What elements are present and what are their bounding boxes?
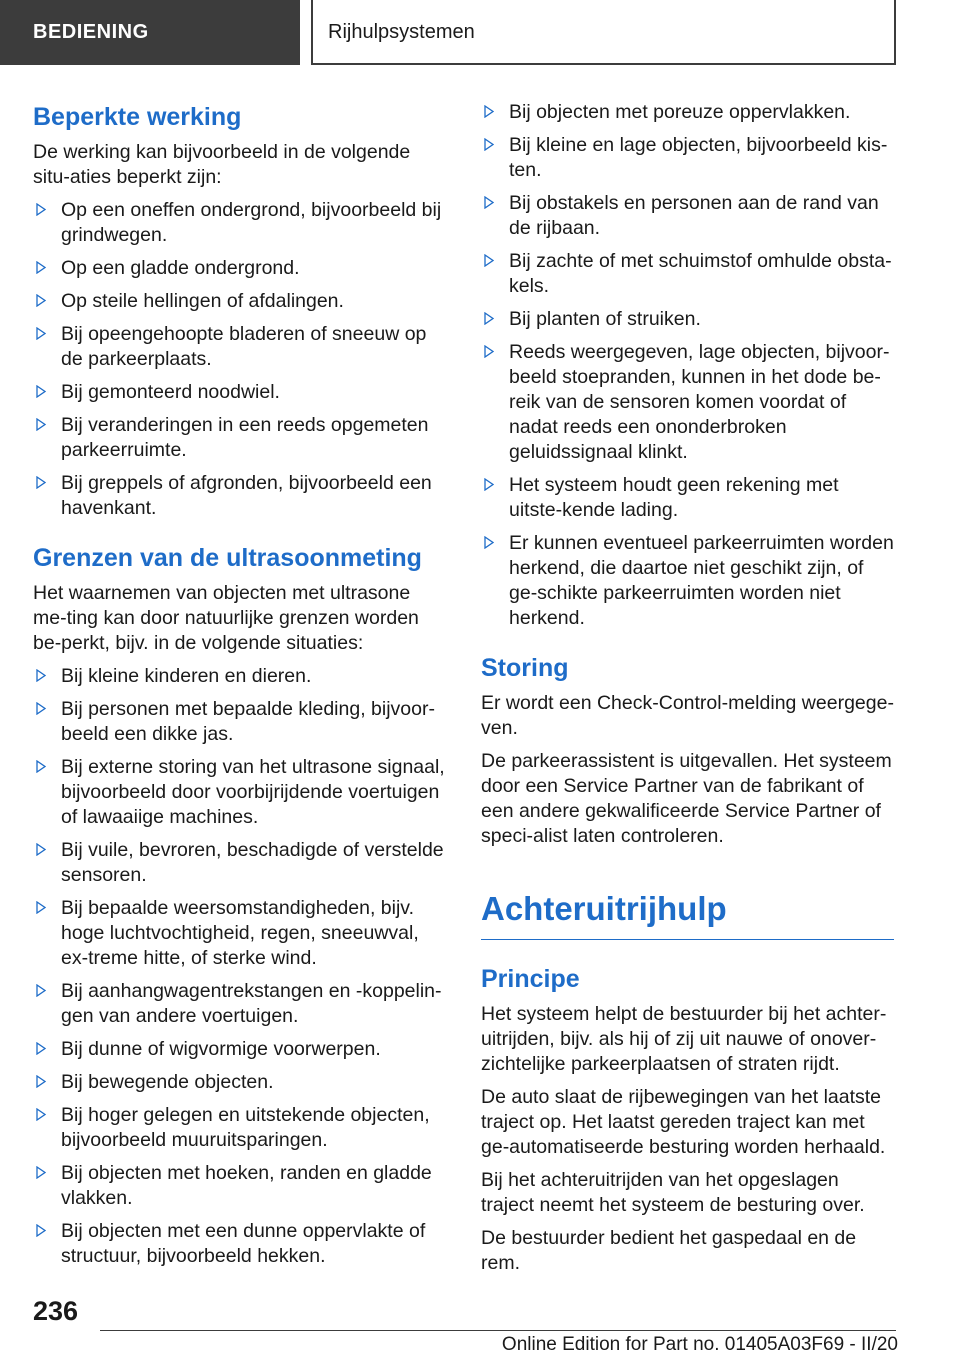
list-item-text: Bij opeengehoopte bladeren of sneeuw op de parkeerplaats.: [61, 323, 427, 370]
triangle-bullet-icon: [36, 385, 46, 398]
list-item-text: Op een gladde ondergrond.: [61, 257, 300, 279]
triangle-bullet-icon: [36, 261, 46, 274]
list-item-text: Er kunnen eventueel parkeerruimten worden herkend, die daartoe niet geschikt zijn, of ge-schikte parkeerruimten worden niet herkend.: [509, 532, 894, 629]
list-item: [481, 307, 894, 332]
list-item-text: Bij objecten met hoeken, randen en gladde vlakken.: [61, 1162, 432, 1209]
storing-paragraph-1: Er wordt een Check-Control-melding weergege-ven.: [481, 692, 894, 739]
footer-divider: [100, 1330, 896, 1331]
triangle-bullet-icon: [36, 669, 46, 682]
triangle-bullet-icon: [36, 418, 46, 431]
list-item-text: Op steile hellingen of afdalingen.: [61, 290, 344, 312]
list-item: [481, 531, 894, 631]
triangle-bullet-icon: [36, 476, 46, 489]
list-item: [33, 896, 446, 971]
list-item: [481, 473, 894, 523]
left-column: [33, 100, 446, 1277]
edition-note: Online Edition for Part no. 01405A03F69 - II/20: [501, 1334, 898, 1355]
list-item: [33, 838, 446, 888]
triangle-bullet-icon: [36, 760, 46, 773]
list-item-text: Bij planten of struiken.: [509, 308, 701, 330]
list-beperkte-werking: [33, 198, 446, 521]
list-item-text: Het systeem houdt geen rekening met uitste-kende lading.: [509, 474, 839, 521]
list-item: [33, 979, 446, 1029]
triangle-bullet-icon: [484, 196, 494, 209]
triangle-bullet-icon: [484, 105, 494, 118]
list-item: [33, 289, 446, 314]
triangle-bullet-icon: [484, 254, 494, 267]
triangle-bullet-icon: [36, 702, 46, 715]
list-item: [33, 1070, 446, 1095]
list-item: [33, 256, 446, 281]
right-column: [481, 100, 894, 1284]
list-item: [33, 755, 446, 830]
list-item-text: Bij veranderingen in een reeds opgemeten parkeerruimte.: [61, 414, 429, 461]
list-item-text: Bij kleine kinderen en dieren.: [61, 665, 312, 687]
triangle-bullet-icon: [36, 843, 46, 856]
list-grenzen-ultrasoonmeting: [33, 664, 446, 1269]
triangle-bullet-icon: [484, 312, 494, 325]
page-number: 236: [33, 1296, 79, 1326]
triangle-bullet-icon: [36, 203, 46, 216]
list-item-text: Bij aanhangwagentrekstangen en -koppelin-gen van andere voertuigen.: [61, 980, 442, 1027]
heading-achteruitrijhulp: Achteruitrijhulp: [481, 887, 894, 940]
list-item-text: Bij kleine en lage objecten, bijvoorbeeld kis-ten.: [509, 134, 888, 181]
list-item-text: Bij bewegende objecten.: [61, 1071, 274, 1093]
list-item: [33, 1103, 446, 1153]
triangle-bullet-icon: [36, 294, 46, 307]
triangle-bullet-icon: [36, 984, 46, 997]
section-tab: [0, 0, 300, 65]
triangle-bullet-icon: [484, 138, 494, 151]
list-item: [33, 198, 446, 248]
heading-storing: Storing: [481, 654, 569, 682]
principe-paragraph-1: Het systeem helpt de bestuurder bij het achter-uitrijden, bijv. als hij of zij uit nauwe of onover-zichtelijke parkeerplaatsen of straten rijdt.: [481, 1003, 887, 1075]
heading-principe: Principe: [481, 965, 580, 993]
list-item-text: Bij obstakels en personen aan de rand van de rijbaan.: [509, 192, 879, 239]
intro-beperkte-werking: De werking kan bijvoorbeeld in de volgende situ-aties beperkt zijn:: [33, 141, 411, 188]
list-item: [33, 380, 446, 405]
list-item-text: Bij bepaalde weersomstandigheden, bijv. hoge luchtvochtigheid, regen, sneeuwval, ex-treme hitte, of sterke wind.: [61, 897, 419, 969]
section-label: BEDIENING: [33, 21, 149, 43]
triangle-bullet-icon: [36, 1108, 46, 1121]
triangle-bullet-icon: [36, 1224, 46, 1237]
triangle-bullet-icon: [36, 327, 46, 340]
principe-paragraph-2: De auto slaat de rijbewegingen van het laatste traject op. Het laatst gereden traject kan met ge-automatiseerde besturing worden herhaald.: [481, 1086, 886, 1158]
list-item: [33, 1161, 446, 1211]
list-grenzen-continued: [481, 100, 894, 631]
list-item-text: Reeds weergegeven, lage objecten, bijvoor-beeld stoepranden, kunnen in het dode be-reik van de sensoren komen voordat of nadat reeds een ononderbroken geluidssignaal klinkt.: [509, 341, 890, 463]
list-item-text: Bij externe storing van het ultrasone signaal, bijvoorbeeld door voorbijrijdende voertuigen of lawaaiige machines.: [61, 756, 445, 828]
list-item-text: Op een oneffen ondergrond, bijvoorbeeld bij grindwegen.: [61, 199, 442, 246]
list-item-text: Bij personen met bepaalde kleding, bijvoor-beeld een dikke jas.: [61, 698, 435, 745]
list-item: [33, 1219, 446, 1269]
list-item: [33, 1037, 446, 1062]
list-item-text: Bij dunne of wigvormige voorwerpen.: [61, 1038, 381, 1060]
triangle-bullet-icon: [484, 536, 494, 549]
heading-beperkte-werking: Beperkte werking: [33, 103, 242, 131]
list-item-text: Bij vuile, bevroren, beschadigde of verstelde sensoren.: [61, 839, 444, 886]
list-item-text: Bij objecten met een dunne oppervlakte of structuur, bijvoorbeeld hekken.: [61, 1220, 426, 1267]
list-item-text: Bij zachte of met schuimstof omhulde obsta-kels.: [509, 250, 892, 297]
list-item: [481, 133, 894, 183]
list-item: [481, 100, 894, 125]
triangle-bullet-icon: [36, 1042, 46, 1055]
list-item: [33, 664, 446, 689]
principe-paragraph-4: De bestuurder bedient het gaspedaal en de rem.: [481, 1227, 857, 1274]
chapter-label: Rijhulpsystemen: [328, 21, 475, 43]
list-item: [481, 340, 894, 465]
triangle-bullet-icon: [36, 1166, 46, 1179]
triangle-bullet-icon: [36, 901, 46, 914]
list-item-text: Bij objecten met poreuze oppervlakken.: [509, 101, 851, 123]
triangle-bullet-icon: [36, 1075, 46, 1088]
list-item: [33, 413, 446, 463]
list-item: [33, 697, 446, 747]
chapter-tab: [311, 0, 896, 65]
list-item-text: Bij gemonteerd noodwiel.: [61, 381, 280, 403]
list-item: [481, 191, 894, 241]
list-item-text: Bij hoger gelegen en uitstekende objecten, bijvoorbeeld muuruitsparingen.: [61, 1104, 430, 1151]
list-item-text: Bij greppels of afgronden, bijvoorbeeld een havenkant.: [61, 472, 432, 519]
principe-paragraph-3: Bij het achteruitrijden van het opgeslagen traject neemt het systeem de besturing over.: [481, 1169, 865, 1216]
heading-grenzen-ultrasoonmeting: Grenzen van de ultrasoonmeting: [33, 544, 422, 572]
list-item: [33, 471, 446, 521]
triangle-bullet-icon: [484, 478, 494, 491]
list-item: [33, 322, 446, 372]
storing-paragraph-2: De parkeerassistent is uitgevallen. Het systeem door een Service Partner van de fabrikant of een andere gekwalificeerde Service Partner of speci-alist laten controleren.: [481, 750, 892, 847]
intro-grenzen-ultrasoonmeting: Het waarnemen van objecten met ultrasone me-ting kan door natuurlijke grenzen worden be-perkt, bijv. in de volgende situaties:: [33, 582, 419, 654]
triangle-bullet-icon: [484, 345, 494, 358]
list-item: [481, 249, 894, 299]
